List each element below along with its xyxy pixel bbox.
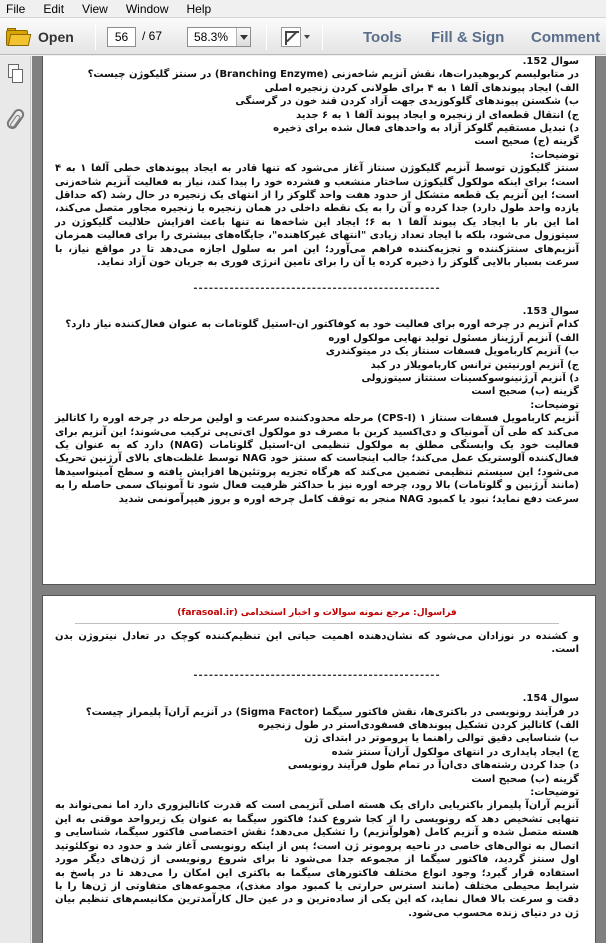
option-b: ب) شکستن پیوندهای گلوکوزیدی جهت آزاد کردن قند خون در گرسنگی [235, 96, 579, 108]
explanation-text: آنزیم کاربامویل فسفات سنتاز ۱ (CPS-I) مرحله محدودکننده سرعت و اولین مرحله در چرخه اوره را کاتالیز می‌کند که طی آن آمونیاک و دی‌اکسید کربن با مصرف دو مولکول ای‌تی‌پی ترکیب می‌شوند؛ این آنزیم برای فعالیت خود یک وابستگی مطلق به مولکول تنظیمی ان-استیل گلوتامات (NAG) دارد که به عنوان یک فعال‌کننده آلوستریک عمل می‌کند؛ جالب اینجاست که سنتز خود NAG توسط غلظت‌های بالای آرژنین تحریک می‌شود؛ این سیستم تنظیمی تضمین می‌کند که هرگاه تجزیه پروتئین‌ها افزایش یافته و سطح آمینواسیدها (مانند آرژنین و گلوتامات) بالا رود، چرخه اوره نیز با حداکثر ظرفیت فعال شود تا آمونیاک سمی حاصله را به سرعت دفع نماید؛ نبود یا کمبود NAG منجر به توقف کامل چرخه اوره و بروز هیپرآمونمی شدید [55, 413, 580, 505]
page-content [55, 56, 579, 506]
option-c: ج) انتقال قطعه‌ای از زنجیره و ایجاد پیوند آلفا ۱ به ۶ جدید [296, 109, 579, 121]
separator: ------------------------------------------------ [193, 282, 441, 294]
fit-page-icon[interactable] [281, 27, 301, 47]
question-text: در متابولیسم کربوهیدرات‌ها، نقش آنزیم شاخه‌زنی (Branching Enzyme) در سنتز گلیکوژن چیست؟ [87, 69, 579, 81]
answer: گزینه (ب) صحیح است [471, 773, 579, 785]
zoom-select[interactable] [187, 27, 251, 47]
option-d: د) جدا کردن رشته‌های دی‌ان‌آ در تمام طول فرآیند رونویسی [287, 760, 579, 772]
open-label: Open [38, 29, 74, 45]
continued-text: و کشنده در نوزادان می‌شود که نشان‌دهنده اهمیت حیاتی این تنظیم‌کننده کوچک در تعادل نیتروژن بدن است. [55, 631, 579, 656]
menu-window[interactable]: Window [125, 1, 169, 16]
comment-button[interactable]: Comment [531, 29, 601, 46]
option-c: ج) آنزیم اورنیتین ترانس کاربامویلاز در کبد [370, 359, 579, 371]
folder-open-icon [6, 28, 30, 46]
option-a: الف) ایجاد پیوندهای آلفا ۱ به ۴ برای طولانی کردن زنجیره اصلی [264, 82, 579, 94]
explanation-label: توضیحات: [530, 149, 579, 161]
option-d: د) تبدیل مستقیم گلوکز آزاد به واحدهای فعال شده برای ذخیره [273, 123, 579, 135]
separator: ------------------------------------------------ [193, 669, 441, 681]
explanation-label: توضیحات: [530, 787, 579, 799]
chevron-down-icon[interactable] [304, 35, 310, 39]
open-button[interactable] [6, 25, 74, 49]
navigation-panel [0, 56, 31, 943]
menu-view[interactable]: View [82, 1, 108, 16]
attachments-icon[interactable] [5, 107, 27, 131]
question-text: کدام آنزیم در چرخه اوره برای فعالیت خود به کوفاکتور ان-استیل گلوتامات به عنوان فعال‌کننده نیاز دارد؟ [65, 319, 579, 331]
option-b: ب) آنزیم کاربامویل فسفات سنتاز یک در میتوکندری [325, 346, 579, 358]
header-note-text: فراسوال: مرجع نمونه سوالات و اخبار استخدامی [240, 608, 457, 618]
fill-sign-button[interactable]: Fill & Sign [431, 29, 505, 46]
page-header-note [55, 608, 579, 618]
tools-button[interactable]: Tools [363, 29, 402, 46]
page-number-input[interactable]: 56 [107, 27, 136, 47]
menu-help[interactable]: Help [186, 1, 212, 16]
question-title: سوال 153. [522, 305, 579, 317]
toolbar-divider [266, 24, 267, 50]
page-content [55, 630, 579, 920]
question-title: سوال 152. [522, 56, 579, 67]
chevron-down-icon[interactable] [236, 28, 250, 46]
option-a: الف) آنزیم آرژیناز مسئول تولید نهایی مولکول اوره [328, 332, 579, 344]
option-d: د) آنزیم آرژنینوسوکسینات سنتتاز سیتوزولی [361, 372, 579, 384]
toolbar-divider [95, 24, 96, 50]
option-b: ب) شناسایی دقیق توالی راهنما یا پروموتر در ابتدای ژن [304, 733, 579, 745]
pdf-page [42, 595, 596, 943]
explanation-text: آنزیم آران‌آ پلیمراز باکتریایی دارای یک هسته اصلی آنزیمی است که قدرت کاتالیزوری دارد اما نمی‌تواند به تنهایی تشخیص دهد که رونویسی را از کجا شروع کند؛ فاکتور سیگما به عنوان یک زیرواحد موقتی به این هسته متصل شده و آنزیم کامل (هولوآنزیم) را تشکیل می‌دهد؛ نقش اختصاصی فاکتور سیگما، شناسایی و اتصال به توالی‌های خاصی در ناحیه پروموتر ژن است؛ پس از اینکه رونویسی آغاز شد و حدود ده نوکلئوتید اول سنتز گردید، فاکتور سیگما از مجموعه جدا می‌شود تا برای شروع رونویسی از ژن‌های دیگر مورد استفاده قرار گیرد؛ وجود انواع مختلف فاکتورهای سیگما به باکتری این امکان را می‌دهد تا در پاسخ به شرایط محیطی مختلف (مانند استرس حرارتی یا کمبود مواد مغذی)، مجموعه‌های متفاوتی از ژن‌ها را با دقت و سرعت بالا فعال نماید، که این یکی از ساده‌ترین و در عین حال کارآمدترین مکانیسم‌های تنظیم بیان ژن در دنیای زنده محسوب می‌شود. [55, 800, 579, 919]
pdf-page [42, 56, 596, 585]
option-c: ج) ایجاد پایداری در انتهای مولکول آران‌آ سنتز شده [331, 746, 579, 758]
document-viewport[interactable] [32, 56, 606, 943]
option-a: الف) کاتالیز کردن تشکیل پیوندهای فسفودی‌استر در طول زنجیره [258, 720, 579, 732]
menu-edit[interactable]: Edit [43, 1, 65, 16]
answer: گزینه (ج) صحیح است [474, 136, 579, 148]
toolbar [0, 17, 606, 55]
answer: گزینه (ب) صحیح است [471, 386, 579, 398]
zoom-value: 58.3% [194, 30, 229, 44]
header-rule [75, 623, 559, 624]
page-total: / 67 [142, 29, 163, 43]
menu-file[interactable]: File [6, 1, 26, 16]
page-thumbnails-icon[interactable] [8, 64, 23, 83]
menu-bar [0, 0, 606, 17]
explanation-label: توضیحات: [530, 399, 579, 411]
toolbar-divider [322, 24, 323, 50]
question-text: در فرآیند رونویسی در باکتری‌ها، نقش فاکتور سیگما (Sigma Factor) در آنزیم آران‌آ پلیمراز چیست؟ [85, 706, 579, 718]
question-title: سوال 154. [522, 693, 579, 705]
explanation-text: سنتز گلیکوژن توسط آنزیم گلیکوژن سنتاز آغاز می‌شود که تنها قادر به ایجاد پیوندهای خطی آلفا ۱ به ۴ است؛ برای اینکه مولکول گلیکوژن ساختار منشعب و فشرده خود را پیدا کند، نیاز به فعالیت آنزیم شاخه‌زنی است؛ این آنزیم یک قطعه متشکل از حدود هفت واحد گلوکز را از انتهای یک زنجیره در حال رشد (که حداقل یازده واحد طول دارد) جدا کرده و آن را به یک نقطه داخلی در همان زنجیره یا زنجیره مجاور متصل می‌کند، اما این بار با ایجاد یک پیوند آلفا ۱ به ۶؛ ایجاد این شاخه‌ها نه تنها باعث افزایش حلالیت گلیکوژن در سیتوزول می‌شود، بلکه با ایجاد تعداد زیادی "انتهای غیرکاهنده"، جایگاه‌های بیشتری را برای فعالیت همزمان آنزیم‌های سنتزکننده و تجزیه‌کننده فراهم می‌آورد؛ این امر به سلول اجازه می‌دهد تا در مواقع نیاز، با سرعت بسیار بالایی گلوکز را ذخیره کرده یا آن را برای تامین انرژی فوری به جریان خون آزاد نماید. [55, 163, 579, 269]
header-note-site: (farasoal.ir) [177, 608, 238, 618]
